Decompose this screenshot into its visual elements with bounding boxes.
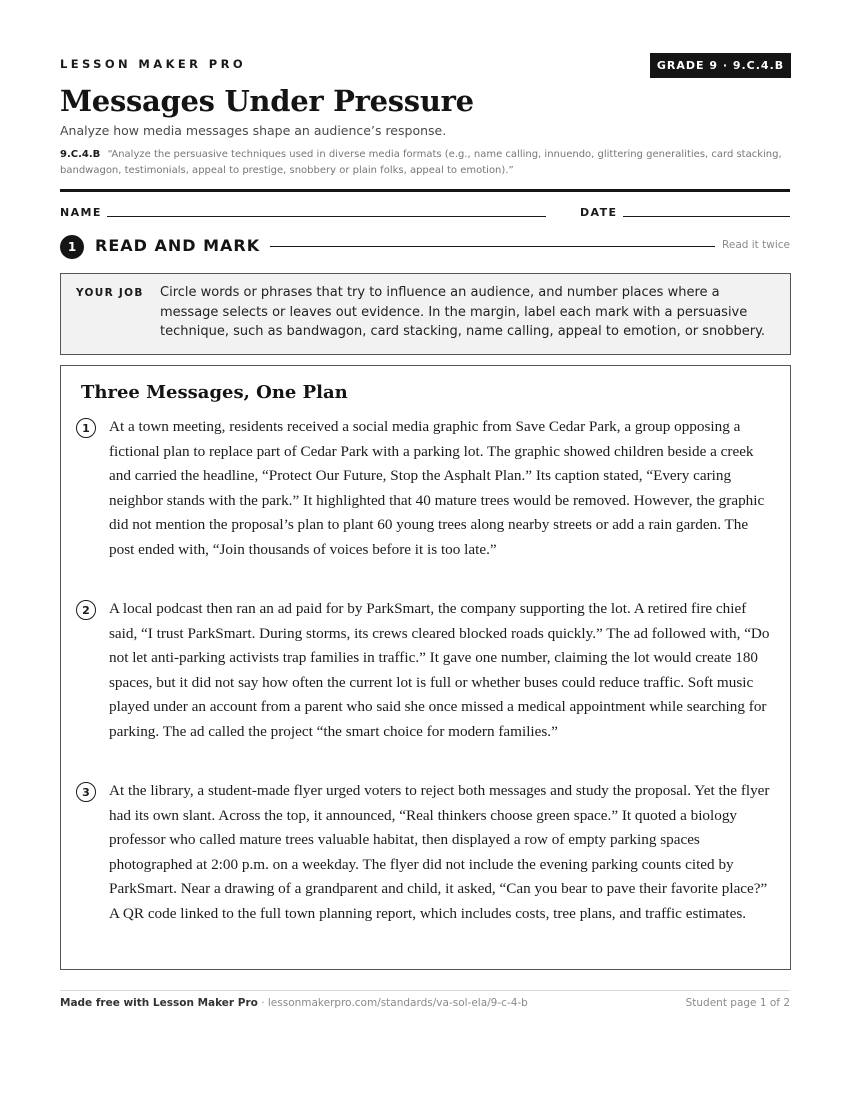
grade-badge: GRADE 9 · 9.C.4.B	[650, 53, 791, 78]
date-field[interactable]	[623, 216, 790, 217]
section-note: Read it twice	[722, 239, 790, 251]
header-divider	[60, 189, 790, 192]
page-title: Messages Under Pressure	[60, 84, 474, 118]
paragraph-text: At the library, a student-made flyer urged voters to reject both messages and study the proposal. Yet the flyer had its own slant. Across the top, it announced, “Real thinkers choose green space.” It quoted a biology professor who called mature trees valuable habitat, then displayed a row of empty parking spaces photographed at 2:00 p.m. on a weekday. The flyer did not include the evening parking counts cited by ParkSmart. Near a drawing of a grandparent and child, it asked, “Can you bear to pave their favorite place?” A QR code linked to the full town planning report, which includes costs, tree plans, and traffic estimates.	[109, 782, 770, 922]
name-label: NAME	[60, 206, 102, 219]
page-subtitle: Analyze how media messages shape an audience’s response.	[60, 123, 447, 138]
reading-passage	[60, 365, 791, 970]
paragraph-number: 1	[76, 418, 96, 438]
section-title: READ AND MARK	[95, 236, 261, 255]
standard-code: 9.C.4.B	[60, 149, 101, 160]
footer-made-with: Made free with Lesson Maker Pro	[60, 997, 258, 1009]
date-label: DATE	[580, 206, 618, 219]
paragraph-text: At a town meeting, residents received a social media graphic from Save Cedar Park, a group opposing a fictional plan to replace part of Cedar Park with a parking lot. The graphic showed children beside a creek and carried the headline, “Protect Our Future, Stop the Asphalt Plan.” Its caption stated, “Every caring neighbor stands with the park.” It highlighted that 40 mature trees would be removed. However, the graphic did not mention the proposal’s plan to plant 60 young trees along nearby streets or add a rain garden. The post ended with, “Join thousands of voices before it is too late.”	[109, 418, 765, 558]
instructions-box	[60, 273, 791, 355]
footer-separator: ·	[257, 997, 268, 1009]
brand-name: LESSON MAKER PRO	[60, 57, 247, 71]
paragraph-number: 2	[76, 600, 96, 620]
passage-title: Three Messages, One Plan	[81, 382, 348, 403]
name-field[interactable]	[107, 216, 546, 217]
page-indicator: Student page 1 of 2	[685, 997, 790, 1009]
paragraph-number: 3	[76, 782, 96, 802]
standard-text: “Analyze the persuasive techniques used in diverse media formats (e.g., name calling, innuendo, glittering generalities, card stacking, bandwagon, testimonials, appeal to prestige, snobbery or plain folks, appeal to emotion).”	[60, 149, 782, 176]
instructions-label: YOUR JOB	[76, 287, 144, 299]
footer-divider	[60, 990, 790, 991]
footer-credit	[60, 997, 528, 1009]
section-number-badge: 1	[60, 235, 84, 259]
section-divider	[270, 246, 715, 247]
instructions-text: Circle words or phrases that try to influence an audience, and number places where a message selects or leaves out evidence. In the margin, label each mark with a persuasive technique, such as bandwagon, card stacking, name calling, appeal to emotion, or snobbery.	[160, 285, 766, 339]
footer-url-link[interactable]: lessonmakerpro.com/standards/va-sol-ela/9-c-4-b	[267, 997, 528, 1009]
standard-description	[60, 147, 790, 179]
paragraph-text: A local podcast then ran an ad paid for by ParkSmart, the company supporting the lot. A retired fire chief said, “I trust ParkSmart. During storms, its crews cleared blocked roads quickly.” The ad followed with, “Do not let anti-parking activists trap families in traffic.” It gave one number, claiming the lot would create 180 spaces, but it did not say how often the current lot is full or whether buses could reduce traffic. Soft music played under an account from a parent who said she once missed a medical appointment while searching for parking. The ad called the project “the smart choice for modern families.”	[109, 600, 770, 740]
